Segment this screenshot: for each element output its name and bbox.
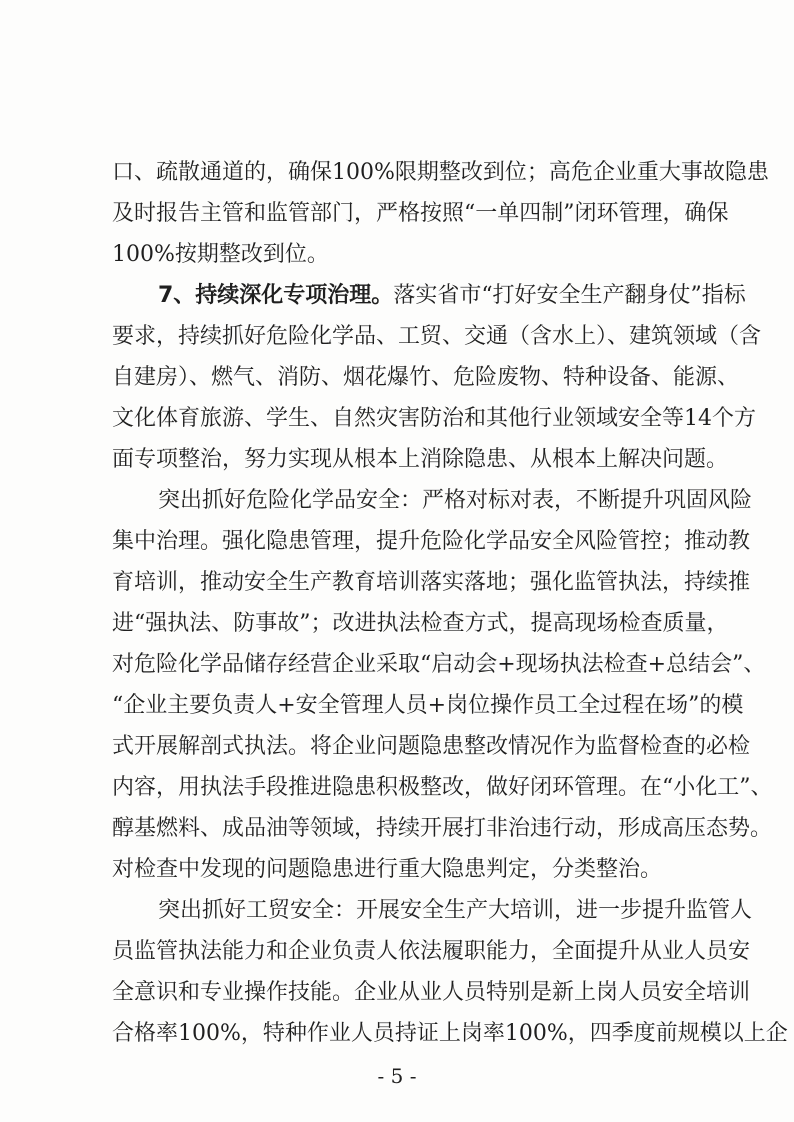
paragraph-line: 突出抓好危险化学品安全：严格对标对表，不断提升巩固风险 <box>158 488 753 513</box>
paragraph-line: 合格率100%，特种作业人员持证上岗率100%，四季度前规模以上企 <box>112 1021 788 1046</box>
page-number: - 5 - <box>377 1064 417 1088</box>
paragraph-line: “企业主要负责人+安全管理人员+岗位操作员工全过程在场”的模 <box>112 693 744 718</box>
section-heading: 7、持续深化专项治理。 <box>158 283 394 308</box>
paragraph-line: 内容，用执法手段推进隐患积极整改，做好闭环管理。在“小化工”、 <box>112 775 773 800</box>
paragraph-line: 育培训，推动安全生产教育培训落实落地；强化监管执法，持续推 <box>112 570 751 595</box>
paragraph-line: 醇基燃料、成品油等领域，持续开展打非治违行动，形成高压态势。 <box>112 816 773 841</box>
paragraph-line: 式开展解剖式执法。将企业问题隐患整改情况作为监督检查的必检 <box>112 734 751 759</box>
paragraph-text: 落实省市“打好安全生产翻身仗”指标 <box>393 283 746 308</box>
paragraph-line: 全意识和专业操作技能。企业从业人员特别是新上岗人员安全培训 <box>112 980 751 1005</box>
paragraph-first-line <box>158 281 746 311</box>
paragraph-line: 集中治理。强化隐患管理，提升危险化学品安全风险管控；推动教 <box>112 529 751 554</box>
paragraph-line: 面专项整治，努力实现从根本上消除隐患、从根本上解决问题。 <box>112 447 729 472</box>
paragraph-line: 进“强执法、防事故”；改进执法检查方式，提高现场检查质量， <box>112 611 729 636</box>
paragraph-line: 对检查中发现的问题隐患进行重大隐患判定，分类整治。 <box>112 857 663 882</box>
paragraph-line: 口、疏散通道的，确保100%限期整改到位；高危企业重大事故隐患 <box>112 160 769 185</box>
paragraph-line: 员监管执法能力和企业负责人依法履职能力，全面提升从业人员安 <box>112 939 751 964</box>
paragraph-line: 文化体育旅游、学生、自然灾害防治和其他行业领域安全等14个方 <box>112 406 756 431</box>
paragraph-line: 对危险化学品储存经营企业采取“启动会+现场执法检查+总结会”、 <box>112 652 766 677</box>
paragraph-line: 自建房）、燃气、消防、烟花爆竹、危险废物、特种设备、能源、 <box>112 365 740 390</box>
paragraph-line: 要求，持续抓好危险化学品、工贸、交通（含水上）、建筑领域（含 <box>112 324 762 349</box>
paragraph-line: 100%按期整改到位。 <box>112 242 329 267</box>
paragraph-line: 及时报告主管和监管部门，严格按照“一单四制”闭环管理，确保 <box>112 201 729 226</box>
paragraph-line: 突出抓好工贸安全：开展安全生产大培训，进一步提升监管人 <box>158 898 753 923</box>
